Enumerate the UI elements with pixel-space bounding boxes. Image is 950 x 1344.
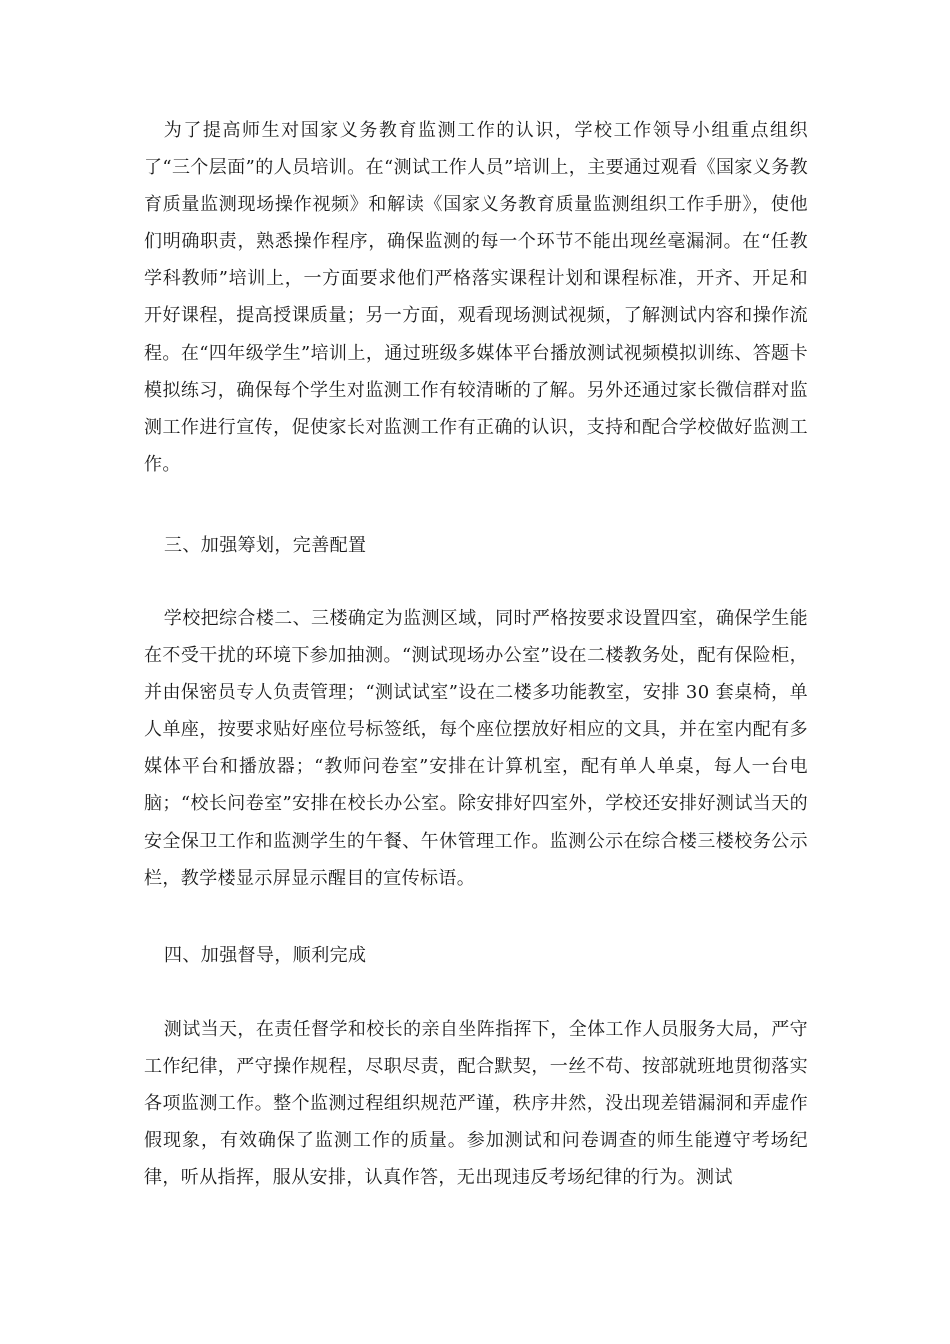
paragraph-staff-training: 为了提高师生对国家义务教育监测工作的认识，学校工作领导小组重点组织了“三个层面”的人员培训。在“测试工作人员”培训上，主要通过观看《国家义务教育质量监测现场操作视频》和解读《国家义务教育质量监测组织工作手册》，使他们明确职责，熟悉操作程序，确保监测的每一个环节不能出现丝毫漏洞。在“任教学科教师”培训上，一方面要求他们严格落实课程计划和课程标准，开齐、开足和开好课程，提高授课质量；另一方面，观看现场测试视频，了解测试内容和操作流程。在“四年级学生”培训上，通过班级多媒体平台播放测试视频模拟训练、答题卡模拟练习，确保每个学生对监测工作有较清晰的了解。另外还通过家长微信群对监测工作进行宣传，促使家长对监测工作有正确的认识，支持和配合学校做好监测工作。 bbox=[144, 120, 809, 475]
paragraph-room-configuration: 学校把综合楼二、三楼确定为监测区域，同时严格按要求设置四室，确保学生能在不受干扰的环境下参加抽测。“测试现场办公室”设在二楼教务处，配有保险柜，并由保密员专人负责管理；“测试试室”设在二楼多功能教室，安排 30 套桌椅，单人单座，按要求贴好座位号标签纸，每个座位摆放好相应的文具，并在室内配有多媒体平台和播放器；“教师问卷室”安排在计算机室，配有单人单桌，每人一台电脑；“校长问卷室”安排在校长办公室。除安排好四室外，学校还安排好测试当天的安全保卫工作和监测学生的午餐、午休管理工作。监测公示在综合楼三楼校务公示栏，教学楼显示屏显示醒目的宣传标语。 bbox=[144, 608, 808, 889]
paragraph-test-day-supervision: 测试当天，在责任督学和校长的亲自坐阵指挥下，全体工作人员服务大局，严守工作纪律，严守操作规程，尽职尽责，配合默契，一丝不苟、按部就班地贯彻落实各项监测工作。整个监测过程组织规范严谨，秩序井然，没出现差错漏洞和弄虚作假现象，有效确保了监测工作的质量。参加测试和问卷调查的师生能遵守考场纪律，听从指挥，服从安排，认真作答，无出现违反考场纪律的行为。测试 bbox=[144, 1019, 808, 1189]
section-heading-planning: 三、加强筹划，完善配置 bbox=[164, 535, 367, 556]
section-heading-supervision: 四、加强督导，顺利完成 bbox=[164, 945, 367, 966]
